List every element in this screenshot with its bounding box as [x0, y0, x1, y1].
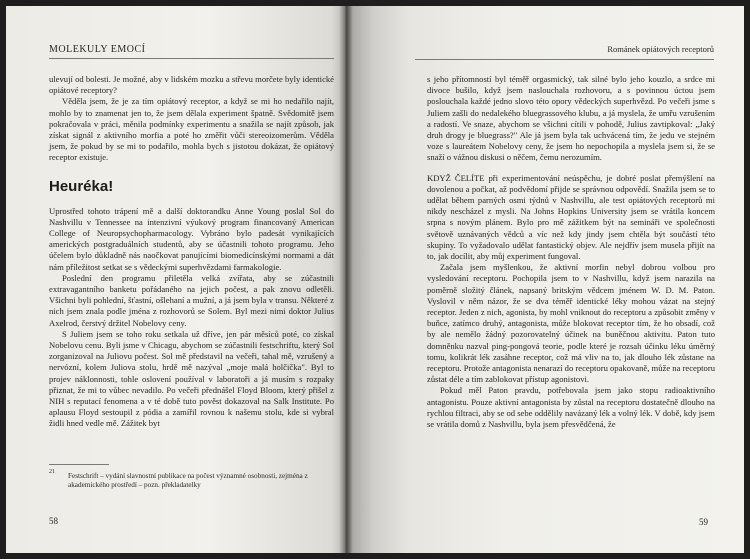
paragraph: Poslední den programu přiletěla velká zvířata, aby se zúčastnili extravagantního banketu pořádaného na jejich počest, a pak znovu odletěli. Všichni byli pohlední, šťastní, ošlehaní a mužní, a já jsem byla v transu. Některé z nich jsem znala podle jména z rozhovorů se Solem. Byl mezi nimi doktor Julius Axelrod, čerstvý držitel Nobelovy ceny.	[49, 272, 334, 328]
right-page	[345, 6, 744, 553]
header-rule	[415, 59, 714, 60]
paragraph: Uprostřed tohoto trápení mě a další doktorandku Anne Young poslal Sol do Nashvillu v Tennessee na intenzivní výukový program financovaný American College of Neuropsychopharmacology. Vybráno bylo padesát vynikajících amerických postgraduálních studentů, aby se účastnili tohoto programu. Jeho účelem bylo důkladně nás naočkovat panujícími biomedicínskými normami a dát nám příležitost setkat se s vědeckými superhvězdami farmakologie.	[49, 205, 334, 272]
header-rule	[49, 58, 334, 59]
book-spread	[6, 6, 744, 553]
paragraph: Pokud měl Paton pravdu, potřebovala jsem jako stopu radioaktivního antagonistu. Pouze aktivní antagonista by zůstal na receptoru dostatečně dlouho na rychlou filtraci, aby se od sebe oddělily navázaný lék a volný lék. V době, kdy jsem se vrátila domů z Nashvillu, byla jsem přesvědčená, že	[427, 385, 715, 430]
paragraph: Začala jsem myšlenkou, že aktivní morfin nebyl dobrou volbou pro vysledování receptoru. Pochopila jsem to v Nashvillu, když jsem narazila na poměrně složitý článek, napsaný britským vědcem jménem W. D. M. Paton. Vyslovil v něm názor, že se dva téměř identické léky mohou vázat na stejný receptor. Jeden z nich, agonista, by mohl vniknout do receptoru a způsobit změny v buňce, zatímco druhý, antagonista, může blokovat receptor tím, že ho obsadí, což by ale nemělo žádný pozorovatelný účinek na buněčnou aktivitu. Paton tuto domněnku nazval ping-pongová teorie, podle které je rozsah účinku léku úměrný tomu, kolikrát lék zasáhne receptor, což má vliv na to, jak dlouho lék zůstane na receptoru. Protože antagonista nenarazí do receptoru opakovaně, může na receptoru zůstat déle a tím zablokovat přístup agonistovi.	[427, 262, 715, 385]
paragraph: S Juliem jsem se toho roku setkala už dříve, jen pár měsíců poté, co získal Nobelovu cenu. Byli jsme v Chicagu, abychom se zúčastnili festschriftu, který Sol zorganizoval na Juliovu počest. Sol mě představil na večeři, tahal mě, vzrušený a nervózní, kolem Juliova stolu, hrdě mě nazýval „moje malá holčička". Byl to projev náklonnosti, tohle oslovení používal v laboratoři a já musím s rozpaky přiznat, že mi to vůbec nevadilo. Po večeři přednášel Floyd Bloom, který přišel z NIH s reputací fenomena a v té době tuto pověst dokazoval na Salk Institute. Po aplausu Floyd sestoupil z pódia a zamířil rovnou k našemu stolu, kde si vybral židli hned vedle mě. Zážitek byt	[49, 328, 334, 429]
footnote-number: 21	[49, 469, 55, 475]
running-head-left: MOLEKULY EMOCÍ	[49, 44, 146, 55]
right-body-text	[427, 74, 715, 430]
footnote-rule	[49, 464, 109, 465]
left-body-text	[49, 74, 334, 430]
paragraph: KDYŽ ČELÍTE při experimentování neúspěchu, je dobré poslat přemýšlení na dovolenou a počkat, až podvědomí přijde se správnou odpovědí. Snažila jsem se to udělat během parných osmi týdnů v Nashvillu, ale test opiátových receptorů mi nikdy nescházel z mysli. Na Johns Hopkins University jsem se vrátila koncem srpna s novým plánem. Bylo pro mě zážitkem být na semináři ve společnosti světově uznávaných vědců a víc než kdy jindy jsem chtěla být součástí této skupiny. To vyžadovalo udělat fantastický objev. Ale nejdřív jsem musela přijít na to, jak docílit, aby můj experiment fungoval.	[427, 172, 715, 262]
page-number-right: 59	[699, 517, 708, 527]
page-number-left: 58	[49, 516, 58, 526]
footnote	[49, 469, 334, 490]
paragraph: Věděla jsem, že je za tím opiátový receptor, a když se mi ho nedařilo najít, mohlo by to znamenat jen to, že jsem dělala experiment špatně. Svědomitě jsem pokračovala v práci, měnila podmínky experimentu a snažila se najít způsob, jak získat signál z aktivního morfia a poté ho změřit vůči stereoizomerům. Věděla jsem, že pokud by se mi to podařilo, mohla bych s jistotou dokázat, že opiátový receptor existuje.	[49, 96, 334, 163]
section-heading: Heuréka!	[49, 177, 114, 195]
book-gutter-shadow	[339, 6, 353, 553]
paragraph: ulevují od bolesti. Je možné, aby v lidském mozku a střevu morčete byly identické opiátové receptory?	[49, 74, 334, 96]
footnote-text: Festschrift – vydání slavnostní publikace na počest významné osobnosti, zejména z akademického prostředí – pozn. překladatelky	[68, 472, 308, 490]
running-head-right: Románek opiátových receptorů	[607, 44, 714, 54]
left-page	[6, 6, 345, 553]
paragraph: s jeho přítomností byl téměř orgasmický, tak silné bylo jeho kouzlo, a srdce mi divoce bušilo, když jsem naslouchala rozhovoru, a s povinnou úctou jsem poslouchala každé jedno slovo této opory vědeckých superhvězd. Po večeři jsme s Juliem zašli do nedalekého bluegrassového klubu, a já myslela, že umřu vzrušením a radostí. Ve snaze, abychom se všichni cítili v pohodě, Julius zavtipkoval: „Jaký druh drogy je bluegrass?" Ale já jsem byla tak uchvácená tím, že jedu ve stejném voze s laureátem Nobelovy ceny, že jsem ho nepochopila a myslela jsem si, že se snaží o vážnou diskusi o něčem, čemu nerozumím.	[427, 74, 715, 163]
